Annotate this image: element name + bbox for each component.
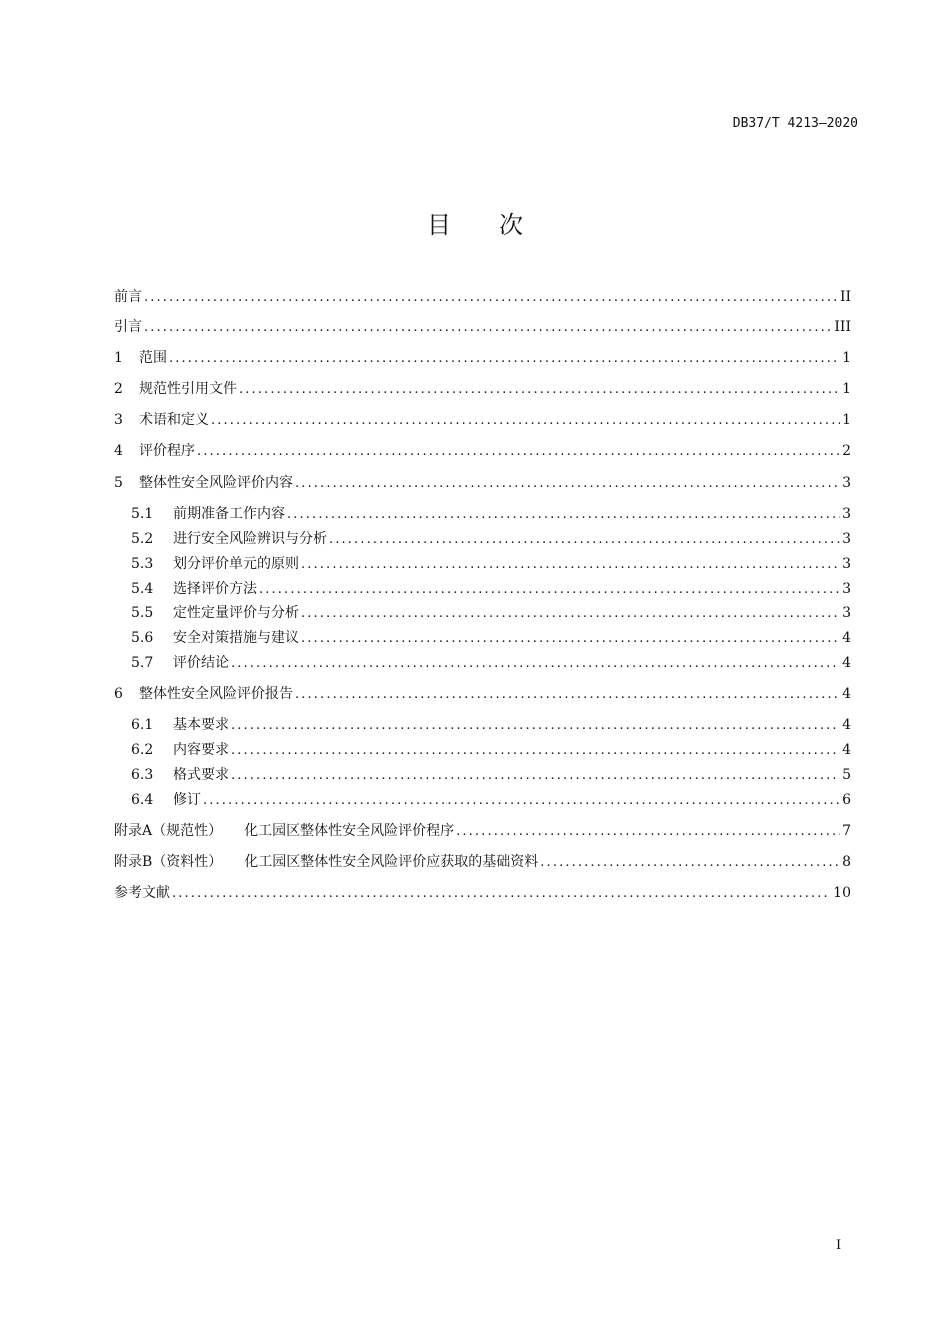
toc-entry-title: 进行安全风险辨识与分析: [173, 531, 327, 547]
dot-leader: [144, 287, 838, 308]
toc-entry-title: 范围: [139, 350, 167, 366]
toc-entry[interactable]: [114, 379, 851, 399]
dot-leader: [301, 554, 840, 575]
toc-entry[interactable]: [131, 715, 851, 735]
toc-entry-number: 6.3: [131, 767, 154, 783]
toc-entry-number: 5.7: [131, 655, 154, 671]
toc-entry-number: 6: [114, 686, 123, 702]
toc-entry-page: 10: [833, 885, 851, 901]
dot-leader: [203, 790, 840, 811]
dot-leader: [211, 410, 840, 431]
toc-entry-number: 附录B（资料性）: [114, 854, 223, 870]
dot-leader: [231, 653, 840, 674]
toc-entry-page: 4: [842, 630, 851, 646]
toc-entry-number: 5.4: [131, 581, 154, 597]
toc-entry-title: 化工园区整体性安全风险评价程序: [244, 823, 455, 839]
toc-entry-title: 基本要求: [173, 717, 229, 733]
dot-leader: [231, 715, 840, 736]
toc-entry-title: 引言: [114, 319, 142, 335]
toc-entry-page: 3: [842, 531, 851, 547]
toc-entry-page: 3: [842, 506, 851, 522]
toc-entry[interactable]: [114, 287, 851, 307]
toc-entry-title: 术语和定义: [139, 412, 209, 428]
page-number: I: [836, 1238, 842, 1253]
toc-entry-title: 参考文献: [114, 885, 170, 901]
toc-entry[interactable]: [114, 317, 851, 337]
toc-entry[interactable]: [131, 554, 851, 574]
toc-entry-title: 内容要求: [173, 742, 229, 758]
toc-entry[interactable]: [131, 790, 851, 810]
dot-leader: [329, 529, 840, 550]
toc-entry-page: 4: [842, 742, 851, 758]
toc-entry-page: 1: [842, 350, 851, 366]
toc-entry-title: 定性定量评价与分析: [173, 605, 299, 621]
toc-entry-number: 附录A（规范性）: [114, 823, 223, 839]
dot-leader: [456, 821, 840, 842]
toc-entry-number: 5.5: [131, 605, 154, 621]
toc-entry-number: 6.1: [131, 717, 154, 733]
toc-entry-page: 6: [842, 792, 851, 808]
dot-leader: [144, 317, 832, 338]
toc-entry-title: 整体性安全风险评价内容: [139, 475, 293, 491]
toc-entry-page: 8: [842, 854, 851, 870]
toc-entry[interactable]: [114, 821, 851, 841]
toc-entry-title: 格式要求: [173, 767, 229, 783]
dot-leader: [239, 379, 840, 400]
dot-leader: [540, 852, 840, 873]
toc-entry-number: 5.3: [131, 556, 154, 572]
toc-entry[interactable]: [131, 765, 851, 785]
page-title: 目次: [427, 211, 571, 239]
dot-leader: [197, 441, 840, 462]
dot-leader: [295, 684, 840, 705]
toc-entry-title: 评价程序: [139, 443, 195, 459]
dot-leader: [287, 504, 840, 525]
toc-entry[interactable]: [114, 473, 851, 493]
toc-entry-title: 规范性引用文件: [139, 381, 237, 397]
dot-leader: [172, 883, 831, 904]
toc-entry-title: 化工园区整体性安全风险评价应获取的基础资料: [244, 854, 539, 870]
toc-entry[interactable]: [131, 603, 851, 623]
toc-entry-number: 6.4: [131, 792, 154, 808]
toc-entry-title: 划分评价单元的原则: [173, 556, 299, 572]
dot-leader: [169, 348, 840, 369]
toc-entry-page: 1: [842, 412, 851, 428]
toc-entry-title: 整体性安全风险评价报告: [139, 686, 293, 702]
toc-entry[interactable]: [114, 883, 851, 903]
toc-entry-page: 3: [842, 475, 851, 491]
toc-entry-number: 2: [114, 381, 123, 397]
toc-entry-number: 5.1: [131, 506, 154, 522]
standard-number: DB37/T 4213—2020: [732, 116, 858, 131]
toc-entry[interactable]: [114, 684, 851, 704]
dot-leader: [231, 740, 840, 761]
toc-entry-page: 7: [842, 823, 851, 839]
toc-entry-page: 1: [842, 381, 851, 397]
toc-entry-page: 5: [842, 767, 851, 783]
toc-entry-page: 4: [842, 686, 851, 702]
toc-entry[interactable]: [131, 504, 851, 524]
dot-leader: [231, 765, 840, 786]
toc-entry-page: 4: [842, 655, 851, 671]
toc-entry[interactable]: [131, 740, 851, 760]
toc-entry-number: 3: [114, 412, 123, 428]
dot-leader: [295, 473, 840, 494]
toc-entry-page: III: [834, 319, 851, 335]
dot-leader: [301, 628, 840, 649]
toc-entry-number: 5.6: [131, 630, 154, 646]
dot-leader: [259, 579, 840, 600]
toc-entry-title: 评价结论: [173, 655, 229, 671]
toc-entry[interactable]: [114, 410, 851, 430]
toc-entry-page: 3: [842, 556, 851, 572]
toc-entry-number: 6.2: [131, 742, 154, 758]
toc-entry-page: II: [839, 289, 851, 305]
toc-entry-number: 1: [114, 350, 123, 366]
toc-entry-title: 前言: [114, 289, 142, 305]
toc-entry-page: 2: [842, 443, 851, 459]
toc-entry-page: 3: [842, 581, 851, 597]
toc-entry-title: 修订: [173, 792, 201, 808]
dot-leader: [301, 603, 840, 624]
toc-entry-number: 5: [114, 475, 123, 491]
toc-entry[interactable]: [131, 579, 851, 599]
toc-entry[interactable]: [114, 441, 851, 461]
toc-entry[interactable]: [114, 348, 851, 368]
toc-entry-title: 安全对策措施与建议: [173, 630, 299, 646]
toc-entry-page: 3: [842, 605, 851, 621]
toc-entry-title: 前期准备工作内容: [173, 506, 285, 522]
toc-entry[interactable]: [131, 653, 851, 673]
toc-entry-number: 5.2: [131, 531, 154, 547]
toc-entry[interactable]: [131, 628, 851, 648]
toc-entry-number: 4: [114, 443, 123, 459]
toc-entry-title: 选择评价方法: [173, 581, 257, 597]
toc-entry-page: 4: [842, 717, 851, 733]
toc-entry[interactable]: [114, 852, 851, 872]
toc-entry[interactable]: [131, 529, 851, 549]
